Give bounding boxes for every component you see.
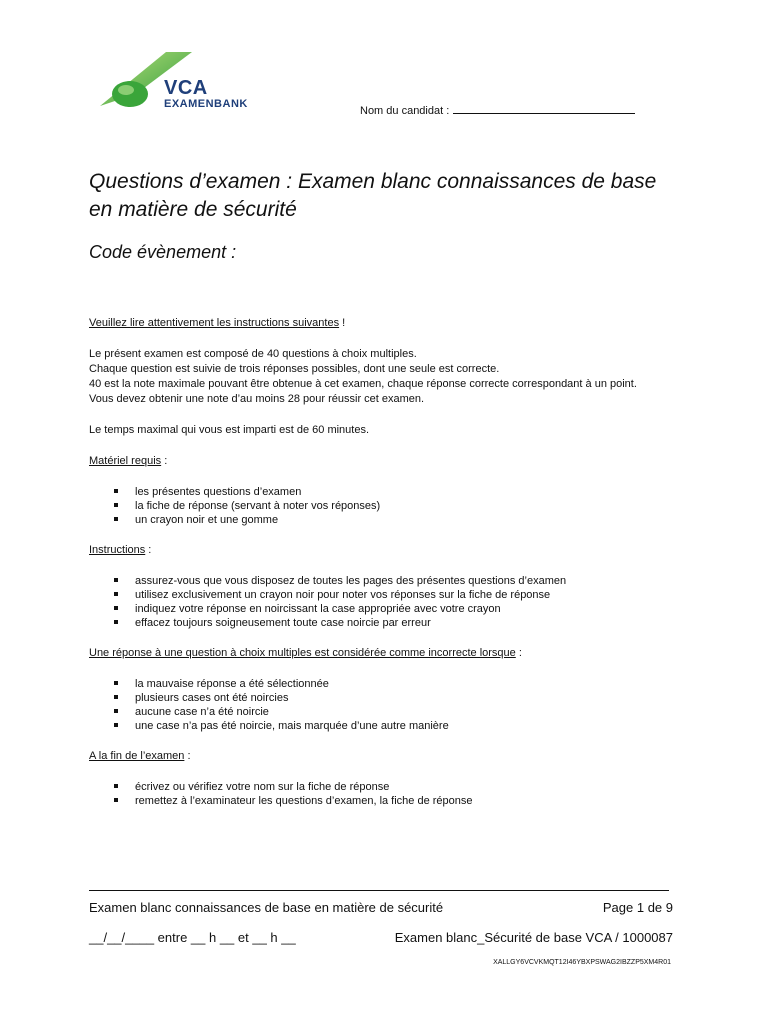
title-line-2: en matière de sécurité [89,198,297,221]
page-title [89,168,689,224]
end-heading-colon: : [184,750,191,762]
list-item: assurez-vous que vous disposez de toutes les pages des présentes questions d’examen [114,574,689,588]
logo-sub: EXAMENBANK [164,98,248,110]
incorrect-heading-text: Une réponse à une question à choix multiples est considérée comme incorrecte lorsque [89,647,516,659]
instructions-list [114,574,689,630]
instructions-heading [89,543,689,558]
intro-line: Vous devez obtenir une note d’au moins 28 pour réussir cet examen. [89,393,425,405]
instructions-body [89,316,689,808]
list-item: indiquez votre réponse en noircissant la case appropriée avec votre crayon [114,602,689,616]
intro-heading [89,316,689,331]
footer-reference: Examen blanc_Sécurité de base VCA / 1000087 [394,930,673,945]
time-line: Le temps maximal qui vous est imparti est de 60 minutes. [89,424,370,436]
list-item: effacez toujours soigneusement toute case noircie par erreur [114,616,689,630]
end-list [114,780,689,808]
instructions-heading-colon: : [145,544,152,556]
intro-line: Le présent examen est composé de 40 questions à choix multiples. [89,348,417,360]
material-list [114,485,689,527]
end-heading [89,749,689,764]
incorrect-heading [89,646,689,661]
end-heading-text: A la fin de l’examen [89,750,185,762]
material-heading [89,454,689,469]
list-item: écrivez ou vérifiez votre nom sur la fiche de réponse [114,780,689,794]
footer-code: XALLGY6VCVKMQT12I46YBXPSWAG2IBZZP5XM4R01 [493,959,671,966]
list-item: aucune case n’a été noircie [114,705,689,719]
incorrect-heading-colon: : [515,647,522,659]
list-item: une case n’a pas été noircie, mais marquée d’une autre manière [114,719,689,733]
footer-divider [89,890,669,891]
list-item: remettez à l’examinateur les questions d’examen, la fiche de réponse [114,794,689,808]
list-item: utilisez exclusivement un crayon noir pour noter vos réponses sur la fiche de réponse [114,588,689,602]
list-item: un crayon noir et une gomme [114,513,689,527]
instructions-heading-text: Instructions [89,544,146,556]
vca-logo [96,48,266,112]
list-item: la mauvaise réponse a été sélectionnée [114,677,689,691]
list-item: la fiche de réponse (servant à noter vos réponses) [114,499,689,513]
list-item: plusieurs cases ont été noircies [114,691,689,705]
list-item: les présentes questions d’examen [114,485,689,499]
footer-title: Examen blanc connaissances de base en matière de sécurité [89,900,444,915]
candidate-name-line [453,104,635,114]
intro-line: Chaque question est suivie de trois réponses possibles, dont une seule est correcte. [89,363,500,375]
intro-heading-suffix: ! [339,317,346,329]
candidate-name-field [360,104,635,118]
logo-brand: VCA [164,77,208,99]
event-code-label: Code évènement : [89,242,237,262]
title-line-1: Questions d’examen : Examen blanc connaissances de base [89,170,657,193]
candidate-label: Nom du candidat : [360,105,450,117]
material-heading-text: Matériel requis [89,455,162,467]
intro-line: 40 est la note maximale pouvant être obtenue à cet examen, chaque réponse correcte correspondant à un point. [89,378,637,390]
material-heading-colon: : [161,455,168,467]
page-number: Page 1 de 9 [602,900,673,915]
intro-heading-text: Veuillez lire attentivement les instructions suivantes [89,317,340,329]
footer-date-time: __/__/____ entre __ h __ et __ h __ [89,930,296,945]
incorrect-list [114,677,689,733]
